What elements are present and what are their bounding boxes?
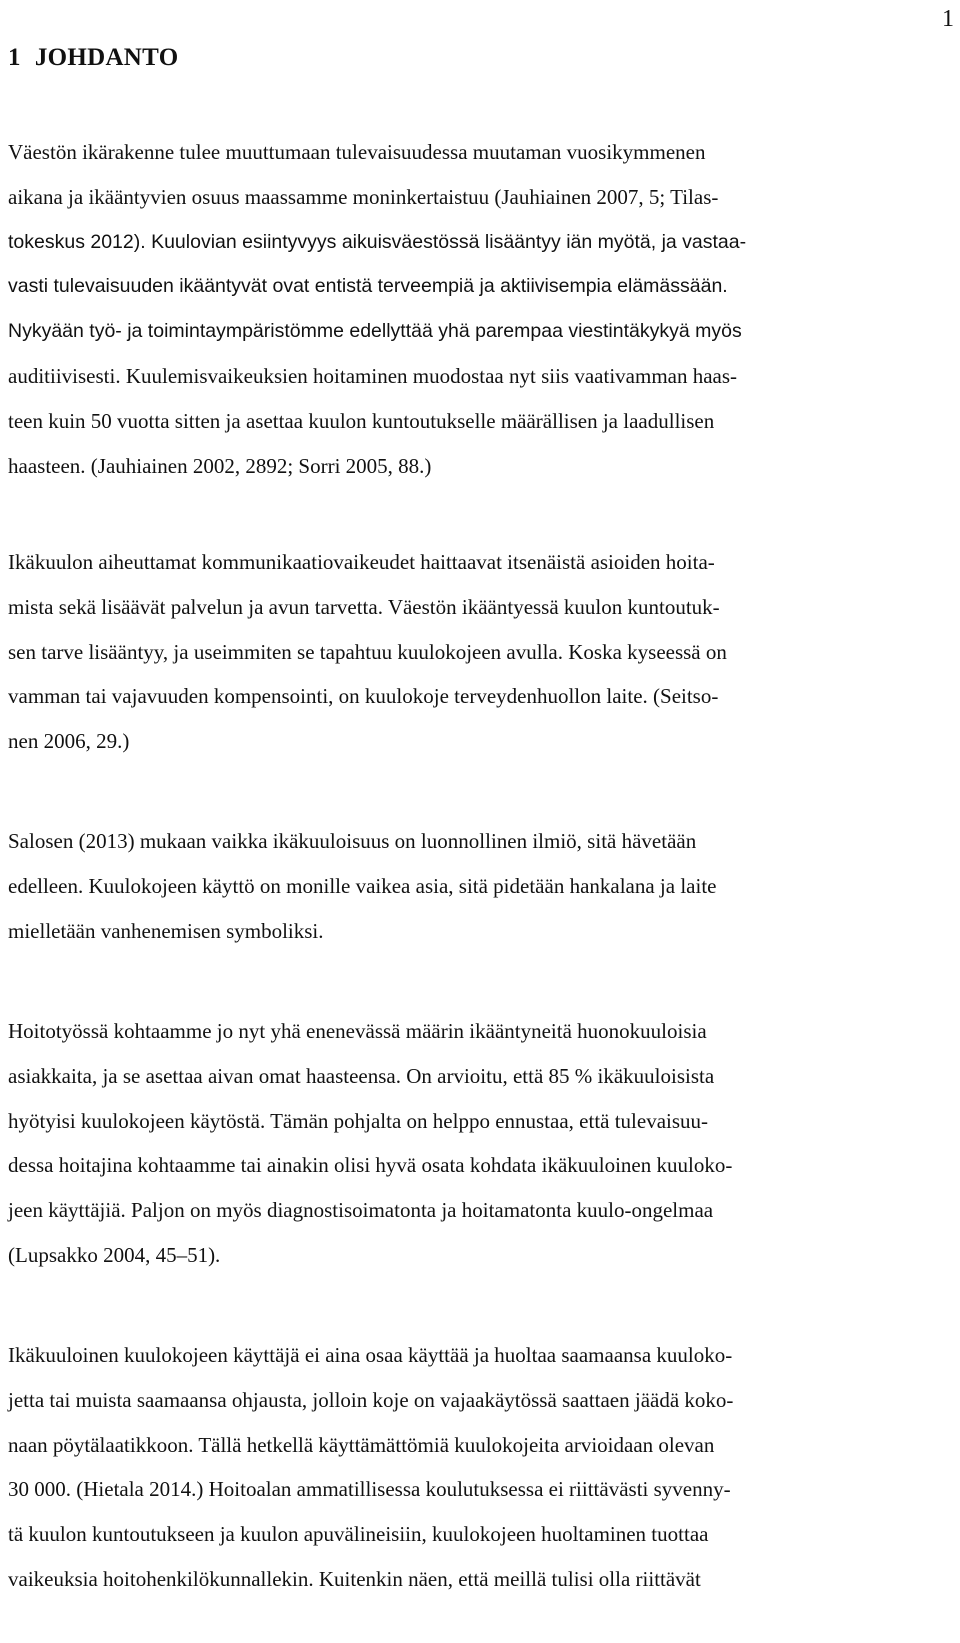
text-line: sen tarve lisääntyy, ja useimmiten se tapahtuu kuulokojeen avulla. Koska kyseessä on (8, 639, 727, 664)
text-line: naan pöytälaatikkoon. Tällä hetkellä käyttämättömiä kuulokojeita arvioidaan olevan (8, 1432, 715, 1457)
text-line: Ikäkuulon aiheuttamat kommunikaatiovaikeudet haittaavat itsenäistä asioiden hoita- (8, 550, 715, 574)
paragraph-4 (8, 1009, 952, 1278)
text-line: vaikeuksia hoitohenkilökunnallekin. Kuitenkin näen, että meillä tulisi olla riittävät (8, 1566, 701, 1591)
text-line: 30 000. (Hietala 2014.) Hoitoalan ammatillisessa koulutuksessa ei riittävästi syvenny- (8, 1477, 731, 1502)
text-line: edelleen. Kuulokojeen käyttö on monille vaikea asia, sitä pidetään hankalana ja laite (8, 873, 717, 898)
text-line: Hoitotyössä kohtaamme jo nyt yhä enenevässä määrin ikääntyneitä huonokuuloisia (8, 1019, 707, 1043)
text-line: tä kuulon kuntoutukseen ja kuulon apuvälineisiin, kuulokojeen huoltaminen tuottaa (8, 1522, 709, 1547)
page-number: 1 (942, 6, 954, 32)
text-line: aikana ja ikääntyvien osuus maassamme moninkertaistuu (Jauhiainen 2007, 5; Tilas- (8, 184, 719, 209)
text-line: mista sekä lisäävät palvelun ja avun tarvetta. Väestön ikääntyessä kuulon kuntoutuk- (8, 594, 720, 619)
text-line: jeen käyttäjiä. Paljon on myös diagnostisoimatonta ja hoitamatonta kuulo-ongelmaa (8, 1198, 714, 1223)
paragraph-3 (8, 819, 952, 953)
text-line: Ikäkuuloinen kuulokojeen käyttäjä ei aina osaa käyttää ja huoltaa saamaansa kuuloko- (8, 1343, 733, 1367)
text-line: auditiivisesti. Kuulemisvaikeuksien hoitaminen muodostaa nyt siis vaativamman haas- (8, 363, 738, 388)
text-line: mielletään vanhenemisen symboliksi. (8, 918, 324, 943)
chapter-number: 1 (8, 44, 21, 71)
text-line: dessa hoitajina kohtaamme tai ainakin olisi hyvä osata kohdata ikäkuuloinen kuuloko- (8, 1153, 733, 1178)
text-line: (Lupsakko 2004, 45–51). (8, 1242, 221, 1267)
text-line: asiakkaita, ja se asettaa aivan omat haasteensa. On arvioitu, että 85 % ikäkuuloisista (8, 1063, 715, 1088)
text-line: Salosen (2013) mukaan vaikka ikäkuuloisuus on luonnollinen ilmiö, sitä hävetään (8, 829, 697, 853)
text-line: vasti tulevaisuuden ikääntyvät ovat entistä terveempiä ja aktiivisempia elämässään. (8, 275, 728, 298)
text-line: hyötyisi kuulokojeen käytöstä. Tämän pohjalta on helppo ennustaa, että tulevaisuu- (8, 1108, 709, 1133)
text-line: Väestön ikärakenne tulee muuttumaan tulevaisuudessa muutaman vuosikymmenen (8, 140, 706, 164)
paragraph-1 (8, 130, 952, 488)
text-line: vamman tai vajavuuden kompensointi, on kuulokoje terveydenhuollon laite. (Seitso- (8, 684, 719, 709)
chapter-heading (8, 44, 178, 72)
text-line: teen kuin 50 vuotta sitten ja asettaa kuulon kuntoutukselle määrällisen ja laadullisen (8, 408, 715, 433)
text-line: Nykyään työ- ja toimintaympäristömme edellyttää yhä parempaa viestintäkykyä myös (8, 320, 742, 343)
text-line: tokeskus 2012). Kuulovian esiintyvyys aikuisväestössä lisääntyy iän myötä, ja vastaa- (8, 230, 747, 253)
text-line: jetta tai muista saamaansa ohjausta, jolloin koje on vajaakäytössä saattaen jäädä koko- (8, 1387, 734, 1412)
text-line: nen 2006, 29.) (8, 729, 130, 754)
text-line: haasteen. (Jauhiainen 2002, 2892; Sorri 2005, 88.) (8, 453, 432, 478)
paragraph-5 (8, 1333, 952, 1602)
chapter-title: JOHDANTO (34, 44, 179, 71)
paragraph-2 (8, 540, 952, 764)
